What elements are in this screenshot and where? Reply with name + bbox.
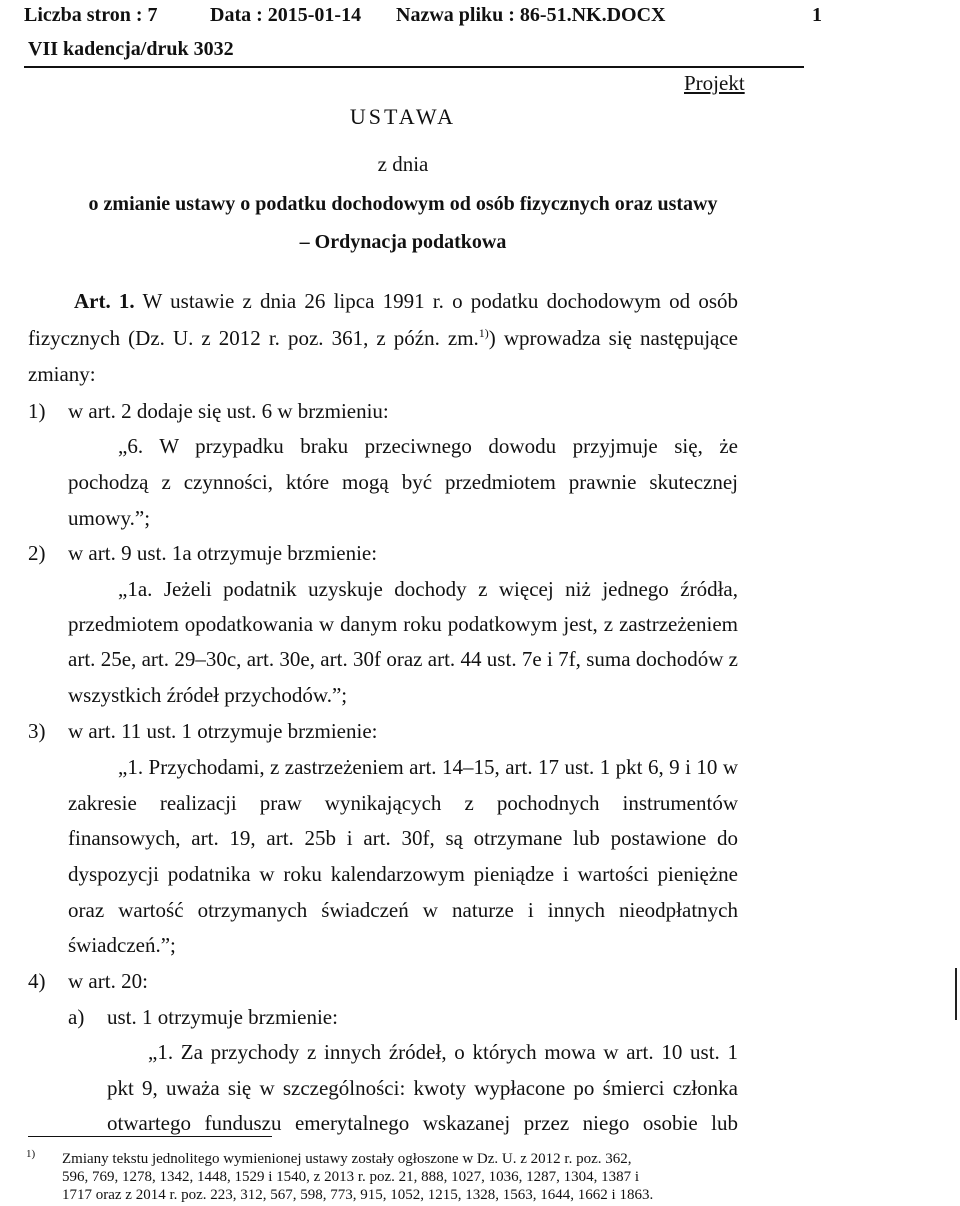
point-3-number: 3)	[28, 719, 46, 743]
point-2-quote-line-1: „1a. Jeżeli podatnik uzyskuje dochody z więcej niż jednego źródła,	[118, 577, 738, 601]
point-2-text: w art. 9 ust. 1a otrzymuje brzmienie:	[68, 541, 378, 565]
point-4a-quote-line-2: pkt 9, uważa się w szczególności: kwoty wypłacone po śmierci członka	[107, 1076, 738, 1100]
point-2-quote-line-4: wszystkich źródeł przychodów.”;	[68, 683, 348, 707]
art1-label: Art. 1.	[74, 289, 135, 313]
point-2-quote-line-2: przedmiotem opodatkowania w danym roku podatkowym jest, z zastrzeżeniem	[68, 612, 738, 636]
footnote-mark: 1)	[26, 1148, 36, 1160]
point-1-quote-line-2: pochodzą z czynności, które mogą być przedmiotem prawnie skutecznej	[68, 470, 738, 494]
point-1-text: w art. 2 dodaje się ust. 6 w brzmieniu:	[68, 399, 389, 423]
act-title-line-2: – Ordynacja podatkowa	[299, 231, 507, 253]
point-4a-text: ust. 1 otrzymuje brzmienie:	[107, 1005, 338, 1029]
point-1-quote-line-1: „6. W przypadku braku przeciwnego dowodu przyjmuje się, że	[118, 434, 738, 458]
date-line: z dnia	[377, 152, 429, 176]
point-3-text: w art. 11 ust. 1 otrzymuje brzmienie:	[68, 719, 378, 743]
point-3-quote-line-2: zakresie realizacji praw wynikających z pochodnych instrumentów	[68, 791, 738, 815]
margin-line-mark	[955, 968, 957, 1020]
point-4a-letter: a)	[68, 1005, 85, 1029]
term-print-number: VII kadencja/druk 3032	[28, 38, 234, 60]
point-1-quote-line-3: umowy.”;	[68, 506, 151, 530]
art1-line-3: zmiany:	[28, 362, 96, 386]
point-3-quote-line-1: „1. Przychodami, z zastrzeżeniem art. 14–15, art. 17 ust. 1 pkt 6, 9 i 10 w	[118, 755, 738, 779]
point-4a-quote-line-3: otwartego funduszu emerytalnego wskazanej przez niego osobie lub	[107, 1111, 738, 1135]
header-divider	[24, 66, 804, 68]
projekt-label: Projekt	[684, 71, 745, 95]
point-3-quote-line-4: dyspozycji podatnika w roku kalendarzowym pieniądze i wartości pieniężne	[68, 862, 738, 886]
point-4a-quote-line-1: „1. Za przychody z innych źródeł, o których mowa w art. 10 ust. 1	[148, 1040, 738, 1064]
point-2-quote-line-3: art. 25e, art. 29–30c, art. 30e, art. 30f oraz art. 44 ust. 7e i 7f, suma dochodów z	[68, 647, 738, 671]
pages-count: Liczba stron : 7	[24, 4, 158, 26]
footnote-line-1: Zmiany tekstu jednolitego wymienionej ustawy zostały ogłoszone w Dz. U. z 2012 r. poz. 362,	[62, 1151, 632, 1167]
point-3-quote-line-3: finansowych, art. 19, art. 25b i art. 30f, są otrzymane lub postawione do	[68, 826, 738, 850]
point-4-number: 4)	[28, 969, 46, 993]
page-number: 1	[812, 4, 822, 26]
document-header	[24, 4, 936, 28]
footnote-divider	[28, 1136, 272, 1137]
art1-line-2: fizycznych (Dz. U. z 2012 r. poz. 361, z późn. zm.$^{1)}$) wprowadza się następujące	[28, 326, 738, 350]
point-3-quote-line-5: oraz wartość otrzymanych świadczeń w naturze i innych nieodpłatnych	[68, 898, 738, 922]
point-2-number: 2)	[28, 541, 46, 565]
footnote-ref: 1)	[478, 326, 489, 340]
art1-line-1: Art. 1. W ustawie z dnia 26 lipca 1991 r. o podatku dochodowym od osób	[74, 289, 738, 313]
footnote-line-3: 1717 oraz z 2014 r. poz. 223, 312, 567, 598, 773, 915, 1052, 1215, 1328, 1563, 1644, 1662 i 1863.	[62, 1187, 654, 1203]
footnote-line-2: 596, 769, 1278, 1342, 1448, 1529 i 1540, z 2013 r. poz. 21, 888, 1027, 1036, 1287, 1304, 1387 i	[62, 1169, 640, 1185]
document-date: Data : 2015-01-14	[210, 4, 362, 26]
point-1-number: 1)	[28, 399, 46, 423]
document-heading: USTAWA	[349, 104, 457, 129]
file-name: Nazwa pliku : 86-51.NK.DOCX	[396, 4, 666, 26]
act-title-line-1: o zmianie ustawy o podatku dochodowym od osób fizycznych oraz ustawy	[88, 193, 718, 215]
point-4-text: w art. 20:	[68, 969, 148, 993]
point-3-quote-line-6: świadczeń.”;	[68, 933, 176, 957]
